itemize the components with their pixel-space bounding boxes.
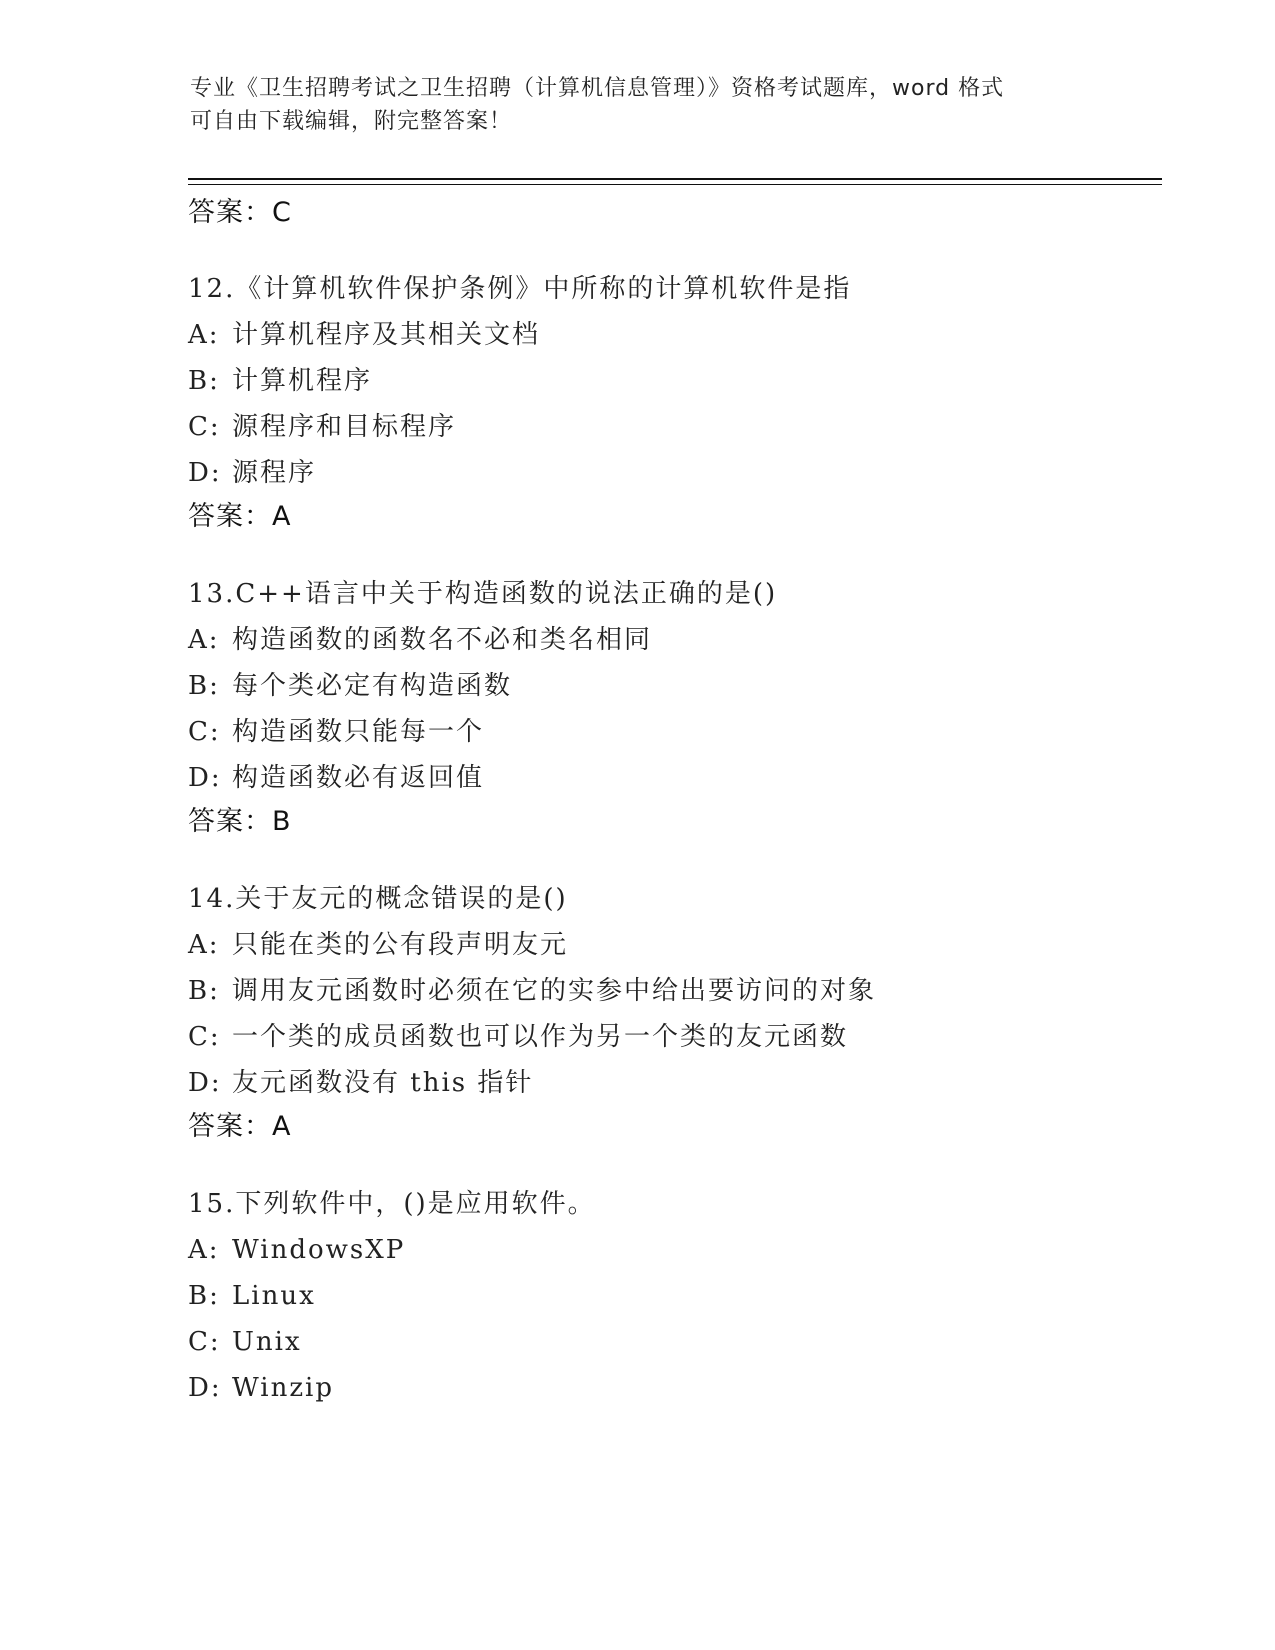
question-stem: 15.下列软件中，()是应用软件。 [188, 1189, 596, 1219]
option-letter: D: [188, 1068, 222, 1098]
option-letter: C: [188, 412, 221, 442]
option-letter: C: [188, 1327, 221, 1357]
option-letter: A: [188, 930, 220, 960]
header-line-1: 专业《卫生招聘考试之卫生招聘（计算机信息管理）》资格考试题库，word 格式 [190, 76, 1005, 101]
option-text: 源程序和目标程序 [232, 412, 457, 442]
answer-13: 答案：B [188, 806, 292, 837]
option-letter: D: [188, 458, 222, 488]
option-a [188, 922, 1168, 968]
document-header [190, 72, 1090, 138]
option-a [188, 312, 1168, 358]
option-letter: B: [188, 366, 220, 396]
option-d [188, 1060, 1168, 1106]
option-c [188, 709, 1168, 755]
option-text: 构造函数的函数名不必和类名相同 [232, 625, 653, 655]
option-b [188, 358, 1168, 404]
option-letter: D: [188, 763, 222, 793]
question-stem: 12.《计算机软件保护条例》中所称的计算机软件是指 [188, 274, 852, 304]
option-letter: A: [188, 625, 220, 655]
question-stem: 14.关于友元的概念错误的是() [188, 884, 568, 914]
option-letter: B: [188, 1281, 220, 1311]
question-13 [188, 571, 1168, 801]
option-a [188, 1227, 1168, 1273]
question-12 [188, 266, 1168, 496]
option-b [188, 968, 1168, 1014]
option-text: 友元函数没有 this 指针 [232, 1068, 534, 1098]
header-divider-thin [188, 184, 1162, 185]
header-line-2: 可自由下载编辑，附完整答案！ [190, 109, 513, 134]
option-text: Winzip [232, 1373, 334, 1403]
header-divider-thick [188, 178, 1162, 180]
option-b [188, 1273, 1168, 1319]
question-15 [188, 1181, 1168, 1411]
option-text: 调用友元函数时必须在它的实参中给出要访问的对象 [232, 976, 877, 1006]
option-text: 每个类必定有构造函数 [232, 671, 513, 701]
option-d [188, 1365, 1168, 1411]
option-letter: A: [188, 1235, 220, 1265]
option-text: WindowsXP [232, 1235, 406, 1265]
option-letter: B: [188, 976, 220, 1006]
answer-previous: 答案：C [188, 197, 292, 228]
option-text: 构造函数只能每一个 [232, 717, 485, 747]
option-d [188, 450, 1168, 496]
question-14 [188, 876, 1168, 1106]
option-letter: C: [188, 1022, 221, 1052]
option-c [188, 1319, 1168, 1365]
option-b [188, 663, 1168, 709]
option-text: Unix [232, 1327, 302, 1357]
option-text: Linux [232, 1281, 316, 1311]
option-letter: A: [188, 320, 220, 350]
option-letter: B: [188, 671, 220, 701]
option-d [188, 755, 1168, 801]
answer-12: 答案：A [188, 501, 292, 532]
option-text: 计算机程序 [232, 366, 373, 396]
option-a [188, 617, 1168, 663]
option-text: 构造函数必有返回值 [232, 763, 485, 793]
option-letter: D: [188, 1373, 222, 1403]
option-text: 计算机程序及其相关文档 [232, 320, 541, 350]
option-c [188, 1014, 1168, 1060]
option-c [188, 404, 1168, 450]
option-text: 只能在类的公有段声明友元 [232, 930, 569, 960]
answer-14: 答案：A [188, 1111, 292, 1142]
option-text: 一个类的成员函数也可以作为另一个类的友元函数 [232, 1022, 849, 1052]
option-text: 源程序 [232, 458, 317, 488]
question-stem: 13.C++语言中关于构造函数的说法正确的是() [188, 579, 778, 609]
option-letter: C: [188, 717, 221, 747]
